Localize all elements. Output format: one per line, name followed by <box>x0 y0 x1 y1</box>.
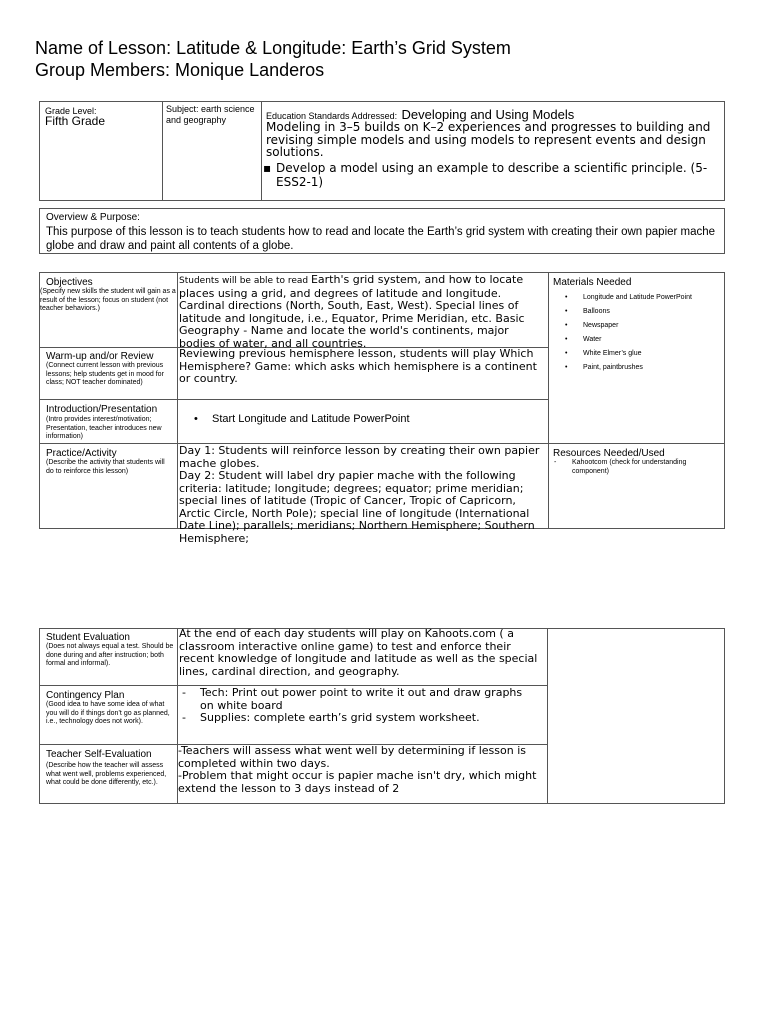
resources-label: Resources Needed/Used <box>553 448 665 459</box>
self-eval-text: -Teachers will assess what went well by determining if lesson is completed within two days. -Problem that might occur is papier mache isn't dry, which might extend the lesson to 3 days instead of 2 <box>178 744 537 795</box>
list-item: - Tech: Print out power point to write it out and draw graphs on white board <box>178 687 538 712</box>
student-eval-label: Student Evaluation <box>46 632 130 643</box>
resources-item: - Kahootcom (check for understanding component) <box>550 459 720 476</box>
list-item: • Water <box>553 333 723 347</box>
self-eval-label: Teacher Self-Evaluation <box>46 749 152 760</box>
warmup-note: (Connect current lesson with previous lessons; help students get in mood for class; NOT teacher dominated) <box>46 362 164 386</box>
warmup-label: Warm-up and/or Review <box>46 351 154 362</box>
objectives-intro: Students will be able to read <box>179 276 311 286</box>
standards-bullet-item <box>262 162 724 189</box>
practice-label: Practice/Activity <box>46 448 117 459</box>
list-item: • Paint, paintbrushes <box>553 361 723 375</box>
list-item: - Supplies: complete earth’s grid system worksheet. <box>178 712 538 725</box>
introduction-label: Introduction/Presentation <box>46 404 158 415</box>
standards-body: Modeling in 3–5 builds on K–2 experiences and progresses to building and revising simple models and using models to represent events and design solutions. <box>266 120 711 159</box>
objectives-text <box>179 273 547 350</box>
lesson-title: Name of Lesson: Latitude & Longitude: Earth’s Grid System <box>35 38 511 58</box>
introduction-bullet-text: Start Longitude and Latitude PowerPoint <box>212 413 410 425</box>
group-members: Group Members: Monique Landeros <box>35 60 325 80</box>
warmup-text: Reviewing previous hemisphere lesson, students will play Which Hemisphere? Game: which asks which hemisphere is a continent or country. <box>179 347 537 385</box>
list-item: • Longitude and Latitude PowerPoint <box>553 291 723 305</box>
practice-note: (Describe the activity that students will do to reinforce this lesson) <box>46 459 165 475</box>
subject-text: Subject: earth science and geography <box>166 104 255 125</box>
grade-label: Grade Level: <box>45 106 97 116</box>
standards-label: Education Standards Addressed: <box>266 111 398 121</box>
standards-title: Developing and Using Models <box>401 107 575 122</box>
objectives-rest: Earth's grid system, and how to locate places using a grid, and degrees of latitude and longitude. Cardinal directions (North, South, East, West). Special lines of latitude and longitude, i.e., Equator, Prime Meridian, etc. Basic Geography - Name and locate the world's continents, major bodies of water, and all countries. <box>179 273 525 350</box>
introduction-note: (Intro provides interest/motivation; Presentation, teacher introduces new information) <box>46 416 162 440</box>
standards-bullet-text: Develop a model using an example to describe a scientific principle. (5-ESS2-1) <box>276 161 708 189</box>
practice-text: Day 1: Students will reinforce lesson by creating their own papier mache globes. Day 2: Student will label dry papier mache with the following criteria: latitude; longitude; degrees; equator; prime meridian; special lines of latitude (Tropic of Cancer, Tropic of Capricorn, Arctic Circle, North Pole); special line of longitude (International Date Line); parallels; meridians; Northern Hemisphere; Southern Hemisphere; <box>179 444 540 545</box>
grade-value: Fifth Grade <box>45 114 106 128</box>
introduction-bullet-item <box>191 413 531 425</box>
contingency-list <box>178 687 538 725</box>
overview-text: This purpose of this lesson is to teach students how to read and locate the Earth’s grid system with creating their own papier mache globe and draw and paint all contents of a globe. <box>46 226 716 252</box>
list-item: • Balloons <box>553 305 723 319</box>
bullet-icon: • <box>194 413 198 425</box>
contingency-note: (Good idea to have some idea of what you will do if things don’t go as planned, i.e., technology does not work). <box>46 701 170 725</box>
student-eval-note: (Does not always equal a test. Should be done during and after instruction; both formal and informal). <box>46 643 174 667</box>
objectives-note: (Specify new skills the student will gain as a result of the lesson; focus on student (not teacher behaviors.) <box>40 288 176 312</box>
objectives-label: Objectives <box>46 277 93 288</box>
list-item: • Newspaper <box>553 319 723 333</box>
materials-list <box>553 291 723 375</box>
student-eval-text: At the end of each day students will play on Kahoots.com ( a classroom interactive online game) to test and enforce their recent knowledge of longitude and latitude as well as the special lines, cardinal direction, and geography. <box>179 627 538 678</box>
self-eval-note: (Describe how the teacher will assess what went well, problems experienced, what could be done differently, etc.). <box>46 762 167 786</box>
contingency-label: Contingency Plan <box>46 690 125 701</box>
overview-label: Overview & Purpose: <box>46 212 140 223</box>
list-item: • White Elmer’s glue <box>553 347 723 361</box>
square-bullet-icon: ▪ <box>263 161 272 175</box>
materials-label: Materials Needed <box>553 277 632 288</box>
